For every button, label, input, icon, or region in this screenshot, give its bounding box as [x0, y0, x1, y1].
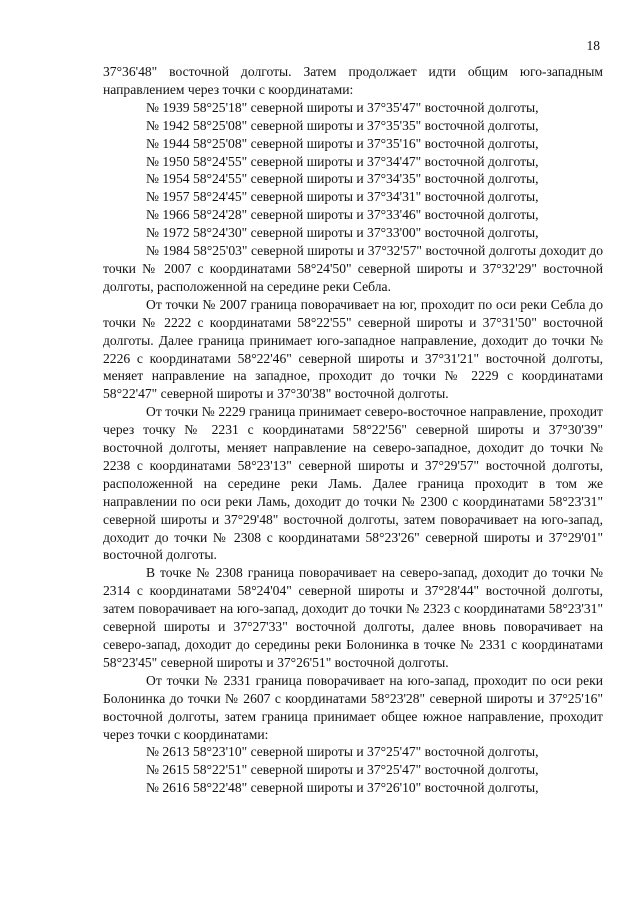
coordinate-point-1942: № 1942 58°25'08" северной широты и 37°35'35" восточной долготы, [146, 117, 539, 133]
page-number: 18 [586, 38, 600, 53]
coordinate-point-2613: № 2613 58°23'10" северной широты и 37°25'47" восточной долготы, [146, 744, 539, 760]
coordinate-point-2615: № 2615 58°22'51" северной широты и 37°25'47" восточной долготы, [146, 762, 539, 778]
paragraph-point-2229: От точки № 2229 граница принимает северо-восточное направление, проходит через точку № 2231 с координатами 58°22'56" северной широты и 37°30'39" восточной долготы, меняет направление на северо-западное, доходит до точки № 2238 с координатами 58°23'13" северной широты и 37°29'57" восточной долготы, расположенной на середине реки Ламь. Далее граница проходит в том же направлении по оси реки Ламь, доходит до точки № 2300 с координатами 58°23'31" северной широты и 37°29'48" восточной долготы, затем поворачивает на юго-запад, доходит до точки № 2308 с координатами 58°23'26" северной широты и 37°29'01" восточной долготы. [103, 404, 603, 563]
coordinate-point-2616: № 2616 58°22'48" северной широты и 37°26'10" восточной долготы, [146, 780, 539, 796]
paragraph-point-2007: От точки № 2007 граница поворачивает на юг, проходит по оси реки Себла до точки № 2222 с координатами 58°22'55" северной широты и 37°31'50" восточной долготы. Далее граница принимает юго-западное направление, доходит до точки № 2226 с координатами 58°22'46" северной широты и 37°31'21" восточной долготы, меняет направление на западное, проходит до точки № 2229 с координатами 58°22'47" северной широты и 37°30'38" восточной долготы. [103, 296, 603, 402]
coordinate-point-1954: № 1954 58°24'55" северной широты и 37°34'35" восточной долготы, [146, 171, 539, 187]
paragraph-point-2308: В точке № 2308 граница поворачивает на северо-запад, доходит до точки № 2314 с координатами 58°24'04" северной широты и 37°28'44" восточной долготы, затем поворачивает на юго-запад, доходит до точки № 2323 с координатами 58°23'31" северной широты и 37°27'33" восточной долготы, далее вновь поворачивает на северо-запад, доходит до середины реки Болонинка в точке № 2331 с координатами 58°23'45" северной широты и 37°26'51" восточной долготы. [103, 565, 603, 670]
coordinate-point-1966: № 1966 58°24'28" северной широты и 37°33'46" восточной долготы, [146, 207, 539, 223]
coordinate-point-1944: № 1944 58°25'08" северной широты и 37°35'16" восточной долготы, [146, 135, 539, 151]
coordinate-point-1939: № 1939 58°25'18" северной широты и 37°35'47" восточной долготы, [146, 99, 539, 115]
document-body [103, 63, 603, 797]
paragraph-point-2331: От точки № 2331 граница поворачивает на юго-запад, проходит по оси реки Болонинка до точки № 2607 с координатами 58°23'28" северной широты и 37°25'16" восточной долготы, затем граница принимает общее южное направление, проходит через точки с координатами: [103, 672, 603, 742]
paragraph-point-1984: № 1984 58°25'03" северной широты и 37°32'57" восточной долготы доходит до точки № 2007 с координатами 58°24'50" северной широты и 37°32'29" восточной долготы, расположенной на середине реки Себла. [103, 243, 603, 294]
coordinate-point-1972: № 1972 58°24'30" северной широты и 37°33'00" восточной долготы, [146, 225, 539, 241]
coordinate-point-1957: № 1957 58°24'45" северной широты и 37°34'31" восточной долготы, [146, 189, 539, 205]
paragraph-intro: 37°36'48" восточной долготы. Затем продолжает идти общим юго-западным направлением через точки с координатами: [103, 64, 603, 97]
coordinate-point-1950: № 1950 58°24'55" северной широты и 37°34'47" восточной долготы, [146, 153, 539, 169]
